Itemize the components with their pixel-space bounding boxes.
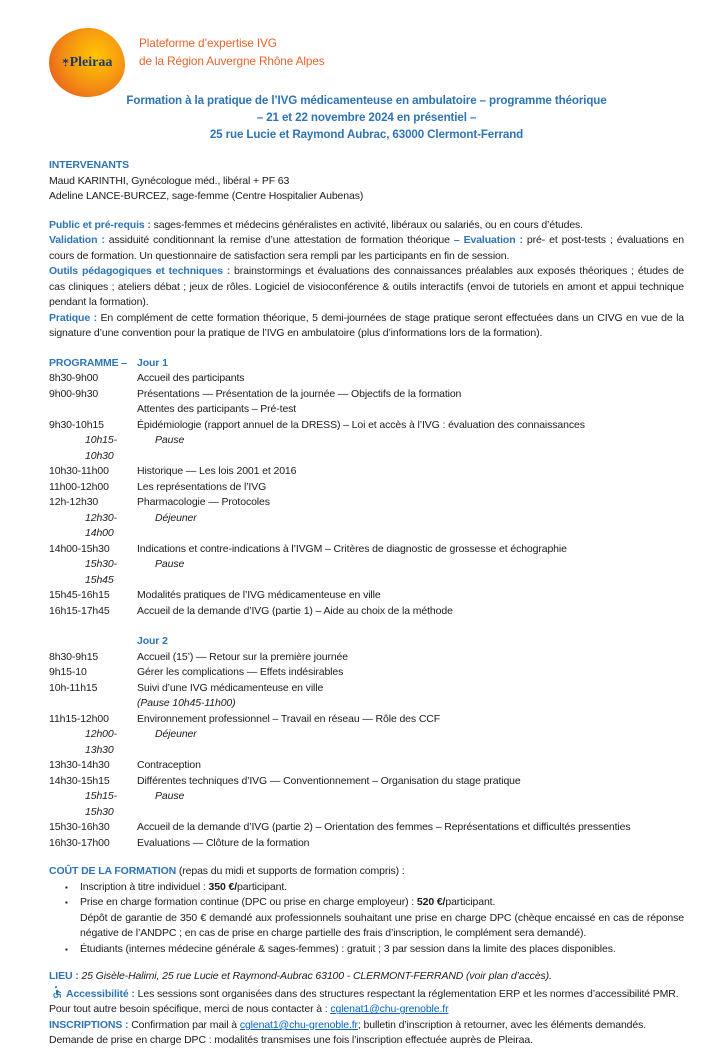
section-intervenants — [49, 158, 684, 205]
programme-activity: Contraception — [137, 759, 201, 772]
cost-item-pre: Étudiants (internes médecine générale & sages-femmes) : gratuit ; 3 par session dans la limite des places disponibles. — [80, 942, 616, 955]
cost-item-pre: Dépôt de garantie de 350 € demandé aux professionnels souhaitant une prise en charge DPC (chèque encaissé en cas de réponse négative de l’ANDPC ; en cas de prise en charge partielle des frais d’inscription, le complément sera demandé). — [80, 911, 684, 940]
label-evaluation: – Evaluation : — [453, 234, 523, 247]
programme-time: 12h30-14h00 — [85, 511, 117, 540]
wheelchair-icon — [49, 986, 63, 999]
square-bullet-icon: ▪ — [65, 944, 68, 954]
cost-item-text — [80, 911, 684, 942]
programme-row — [49, 402, 684, 418]
programme-row — [49, 789, 684, 820]
cost-item-price: 520 €/ — [416, 896, 446, 909]
cost-item-price: 350 €/ — [208, 880, 238, 893]
programme-time: 15h45-16h15 — [49, 589, 110, 602]
accessibility-text: Les sessions sont organisées dans des structures respectant la réglementation ERP et les normes d’accessibilité PMR. Pour tout autre besoin spécifique, merci de nous contacter à : — [49, 987, 679, 1016]
section-lieu — [49, 969, 684, 985]
programme-time: 15h30-15h45 — [85, 558, 117, 586]
programme-activity: Accueil des participants — [137, 372, 245, 385]
flower-icon — [62, 58, 69, 67]
cost-item — [49, 895, 684, 911]
accessibility-email-link[interactable]: cglenat1@chu-grenoble.fr — [330, 1003, 449, 1016]
programme-activity: Pharmacologie — Protocoles — [137, 496, 270, 509]
programme-row — [49, 480, 684, 496]
intervenants-heading: INTERVENANTS — [49, 159, 130, 172]
programme-activity: Déjeuner — [155, 511, 197, 524]
dpc-note: Demande de prise en charge DPC : modalités transmises une fois l’inscription effectuée auprès de Pleiraa. — [49, 1034, 533, 1047]
text-outils: brainstormings et évaluations des connaissances préalables aux exposés théoriques ; études de cas cliniques ; ateliers débat ; jeux de rôles. Logiciel de visioconférence & outils interactifs (envoi de tutoriels en amont et appui technique pendant la formation). — [49, 265, 685, 309]
cost-item-post: participant. — [445, 896, 496, 909]
cost-item-text — [80, 942, 684, 958]
programme-activity: Épidémiologie (rapport annuel de la DRESS) – Loi et accès à l’IVG : évaluation des connaissances — [137, 418, 585, 431]
programme-activity: Jour 2 — [137, 635, 168, 648]
programme-activity: Accueil de la demande d’IVG (partie 1) – Aide au choix de la méthode — [137, 604, 453, 617]
para-outils — [49, 264, 684, 311]
programme-time: 12h-12h30 — [49, 496, 99, 509]
programme-activity: Accueil de la demande d’IVG (partie 2) – Orientation des femmes – Représentations et difficultés pressenties — [137, 821, 631, 834]
lieu-label: LIEU : — [49, 970, 79, 983]
square-bullet-icon — [65, 911, 80, 942]
programme-time: 9h00-9h30 — [49, 387, 99, 400]
programme-row — [49, 588, 684, 604]
programme-row — [49, 634, 684, 650]
programme-time: 8h30-9h00 — [49, 372, 99, 385]
title-line-2: – 21 et 22 novembre 2024 en présentiel – — [256, 110, 477, 124]
programme-activity: Différentes techniques d’IVG — Conventionnement – Organisation du stage pratique — [137, 774, 521, 787]
programme-row — [49, 371, 684, 387]
document-title — [49, 93, 684, 143]
cost-item-text — [80, 895, 684, 911]
org-tagline — [139, 28, 325, 98]
inscriptions-label: INSCRIPTIONS : — [49, 1018, 129, 1031]
programme-time: 9h30-10h15 — [49, 418, 104, 431]
label-public: Public et pré-requis : — [49, 218, 151, 231]
intervenant-1: Maud KARINTHI, Gynécologue méd., libéral + PF 63 — [49, 174, 290, 187]
programme-activity: (Pause 10h45-11h00) — [137, 697, 236, 710]
section-info — [49, 218, 684, 342]
programme-time: 14h00-15h30 — [49, 542, 110, 555]
cost-item-pre: Inscription à titre individuel : — [80, 880, 209, 893]
programme-activity: Evaluations — Clôture de la formation — [137, 836, 310, 849]
cost-item — [49, 880, 684, 896]
programme-row — [49, 511, 684, 542]
programme-time: 15h30-16h30 — [49, 821, 110, 834]
cost-heading-line — [49, 864, 684, 880]
para-validation — [49, 233, 684, 264]
square-bullet-icon: ▪ — [65, 898, 68, 908]
section-programme — [49, 356, 684, 852]
programme-activity: Jour 1 — [137, 356, 168, 369]
inscriptions-email-link[interactable]: cglenat1@chu-grenoble.fr — [239, 1018, 358, 1031]
cost-items — [49, 880, 684, 958]
cost-item-post: participant. — [237, 880, 287, 893]
programme-activity: Pause — [155, 434, 185, 447]
square-bullet-icon: ▪ — [65, 882, 68, 892]
programme-row — [49, 774, 684, 790]
programme-row — [49, 604, 684, 620]
programme-row — [49, 665, 684, 681]
programme-activity: Attentes des participants – Pré-test — [137, 403, 297, 416]
text-public: sages-femmes et médecins généralistes en activité, libéraux ou salariés, ou en cours d’études. — [150, 218, 583, 231]
cost-item-text — [80, 880, 684, 896]
programme-time: 10h-11h15 — [49, 681, 98, 694]
programme-activity: Indications et contre-indications à l’IVGM – Critères de diagnostic de grossesse et échographie — [137, 542, 567, 555]
org-line-2: de la Région Auvergne Rhône Alpes — [139, 53, 325, 68]
programme-time: 11h15-12h00 — [49, 712, 109, 725]
programme-row — [49, 650, 684, 666]
programme-row — [49, 820, 684, 836]
programme-activity: Les représentations de l’IVG — [137, 480, 267, 493]
intervenant-2: Adeline LANCE-BURCEZ, sage-femme (Centre Hospitalier Aubenas) — [49, 190, 364, 203]
programme-time: 8h30-9h15 — [49, 650, 99, 663]
label-outils: Outils pédagogiques et techniques : — [49, 265, 231, 278]
programme-time: 13h30-14h30 — [49, 759, 110, 772]
programme-activity: Suivi d’une IVG médicamenteuse en ville — [137, 681, 324, 694]
programme-row — [49, 356, 684, 372]
programme-time: 16h30-17h00 — [49, 836, 110, 849]
programme-time: 10h15-10h30 — [85, 434, 117, 462]
programme-time: 16h15-17h45 — [49, 604, 110, 617]
programme-row — [49, 387, 684, 403]
text-validation-2: pré- et post-tests ; évaluations en cours de formation. Un questionnaire de satisfaction sera rempli par les participants en fin de session. — [49, 234, 684, 262]
programme-row — [49, 712, 684, 728]
logo-wordmark: Pleiraa — [69, 54, 113, 70]
programme-time: 9h15-10 — [49, 666, 87, 679]
inscriptions-text-1: Confirmation par mail à — [128, 1018, 240, 1031]
programme-row — [49, 542, 684, 558]
programme-row — [49, 758, 684, 774]
cost-heading: COÛT DE LA FORMATION — [49, 865, 177, 878]
section-cost — [49, 864, 684, 957]
title-line-1: Formation à la pratique de l’IVG médicamenteuse en ambulatoire – programme théorique — [126, 94, 607, 107]
programme-row — [49, 557, 684, 588]
org-line-1: Plateforme d’expertise IVG — [139, 36, 277, 50]
programme-activity: Gérer les complications — Effets indésirables — [137, 666, 344, 679]
programme-row — [49, 418, 684, 434]
programme-row — [49, 464, 684, 480]
programme-time: 10h30-11h00 — [49, 465, 109, 478]
programme-time: 11h00-12h00 — [49, 480, 109, 493]
programme-row — [49, 681, 684, 697]
inscriptions-text-2: ; bulletin d’inscription à retourner, avec les éléments demandés. — [357, 1018, 647, 1031]
para-pratique — [49, 311, 684, 342]
cost-heading-rest: (repas du midi et supports de formation compris) : — [176, 865, 405, 878]
section-inscriptions — [49, 1018, 684, 1034]
programme-activity: Environnement professionnel – Travail en réseau — Rôle des CCF — [137, 712, 441, 725]
cost-item — [49, 911, 684, 942]
label-validation: Validation : — [49, 234, 105, 247]
programme-activity: Déjeuner — [155, 728, 197, 741]
programme-activity: Pause — [155, 790, 185, 803]
programme-row — [49, 727, 684, 758]
para-public — [49, 218, 684, 234]
programme-activity: Présentations — Présentation de la journée — Objectifs de la formation — [137, 387, 462, 400]
cost-item — [49, 942, 684, 958]
programme-time: 14h30-15h15 — [49, 774, 110, 787]
programme-time — [49, 402, 137, 418]
section-accessibility — [49, 986, 684, 1018]
accessibility-label: Accessibilité : — [66, 987, 135, 1000]
programme-time: PROGRAMME – — [49, 356, 128, 369]
programme-row — [49, 696, 684, 712]
programme-time — [49, 634, 137, 650]
programme-row — [49, 836, 684, 852]
title-line-3: 25 rue Lucie et Raymond Aubrac, 63000 Clermont-Ferrand — [209, 127, 524, 141]
cost-item-pre: Prise en charge formation continue (DPC ou prise en charge employeur) : — [80, 896, 417, 909]
header — [49, 28, 684, 98]
programme-time — [49, 696, 137, 712]
pleiraa-logo — [49, 28, 125, 97]
programme-activity: Historique — Les lois 2001 et 2016 — [137, 465, 297, 478]
programme-time: 12h00-13h30 — [85, 728, 117, 756]
programme-row — [49, 495, 684, 511]
label-pratique: Pratique : — [49, 311, 97, 324]
text-validation-1: assiduité conditionnant la remise d’une attestation de formation théorique — [104, 234, 454, 247]
text-pratique: En complément de cette formation théorique, 5 demi-journées de stage pratique seront effectuées dans un CIVG en vue de la signature d’une convention pour la pratique de l’IVG en ambulatoire (plus d’informations lors de la formation). — [49, 311, 684, 340]
lieu-address: 25 Gisèle-Halimi, 25 rue Lucie et Raymond-Aubrac 63100 - CLERMONT-FERRAND (voir plan d’accès). — [78, 970, 552, 983]
programme-activity: Accueil (15’) — Retour sur la première journée — [137, 650, 348, 663]
programme-activity: Pause — [155, 558, 185, 571]
programme-time: 15h15-15h30 — [85, 790, 117, 818]
programme-activity: Modalités pratiques de l’IVG médicamenteuse en ville — [137, 589, 381, 602]
programme-row — [49, 433, 684, 464]
